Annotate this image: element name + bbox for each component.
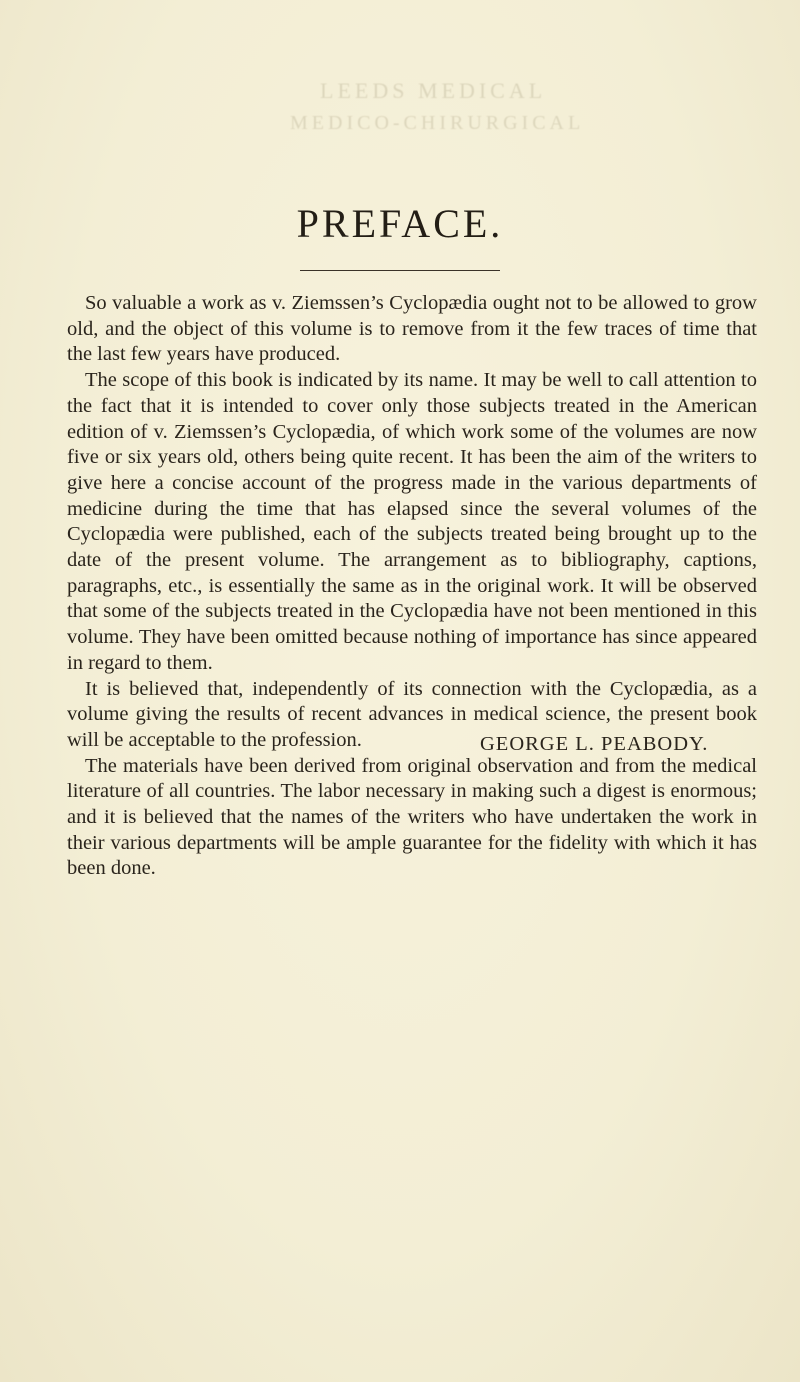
bleed-through-stamp [290,78,590,148]
title-divider [300,270,500,271]
bleed-through-line-1: LEEDS MEDICAL [320,78,547,103]
bleed-through-line-2: MEDICO-CHIRURGICAL [290,112,585,134]
paragraph-1: So valuable a work as v. Ziemssen’s Cyclopædia ought not to be allowed to grow old, and the object of this volume is to remove from it the few traces of time that the last few years have produced. [67,292,757,366]
paragraph-2: The scope of this book is indicated by its name. It may be well to call attention to the fact that it is intended to cover only those subjects treated in the American edition of v. Ziemssen’s Cyclopædia, of which work some of the volumes are now five or six years old, others being quite recent. It has been the aim of the writers to give here a concise account of the progress made in the various departments of medicine during the time that has elapsed since the several volumes of the Cyclopædia were published, each of the subjects treated being brought up to the date of the present volume. The arrangement as to bibliography, captions, paragraphs, etc., is essentially the same as in the original work. It will be observed that some of the subjects treated in the Cyclopædia have not been mentioned in this volume. They have been omitted because nothing of importance has since appeared in regard to them. [67,369,757,674]
paragraph-4: The materials have been derived from original observation and from the medical literature of all countries. The labor necessary in making such a digest is enormous; and it is believed that the names of the writers who have undertaken the work in their various departments will be ample guarantee for the fidelity with which it has been done. [67,754,757,880]
page-title: PREFACE. [296,201,504,246]
preface-body [67,291,757,882]
author-signature: GEORGE L. PEABODY. [480,733,709,755]
paragraph-3: It is believed that, independently of its connection with the Cyclopædia, as a volume giving the results of recent advances in medical science, the present book will be acceptable to the profession. [67,677,757,751]
